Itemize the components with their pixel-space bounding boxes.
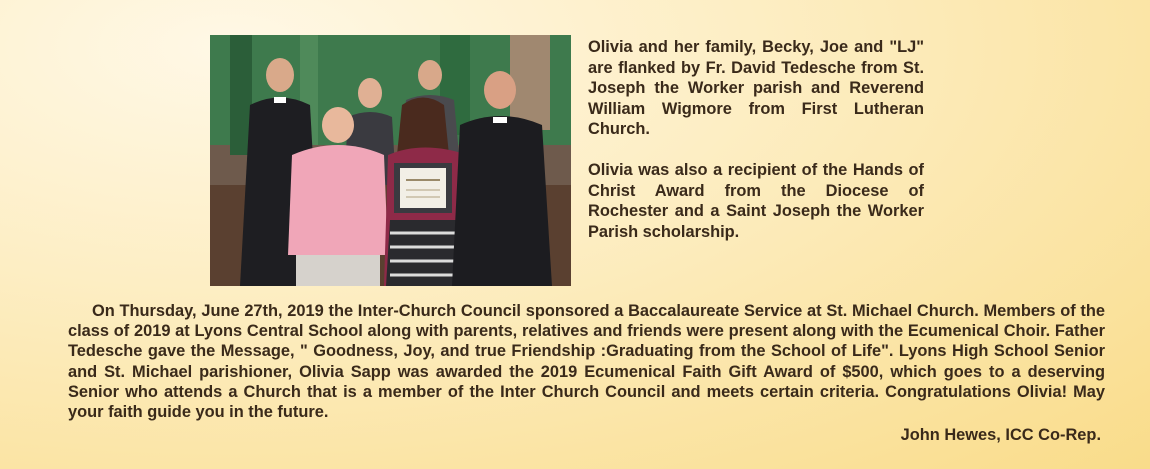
photo-caption [588,37,924,242]
caption-paragraph-family: Olivia and her family, Becky, Joe and "LJ" are flanked by Fr. David Tedesche from St. Joseph the Worker parish and Reverend William Wigmore from First Lutheran Church. [588,38,924,138]
article-body [68,301,1105,422]
caption-paragraph-award: Olivia was also a recipient of the Hands of Christ Award from the Diocese of Rochester and a Saint Joseph the Worker Parish scholarship. [588,161,924,241]
group-photo [210,35,571,286]
group-photo-illustration [210,35,571,286]
article-signature: John Hewes, ICC Co-Rep. [900,426,1101,444]
article-paragraph: On Thursday, June 27th, 2019 the Inter-Church Council sponsored a Baccalaureate Service at St. Michael Church. Members of the class of 2019 at Lyons Central School along with parents, relatives and friends were present along with the Ecumenical Choir. Father Tedesche gave the Message, " Goodness, Joy, and true Friendship :Graduating from the School of Life". Lyons High School Senior and St. Michael parishioner, Olivia Sapp was awarded the 2019 Ecumenical Faith Gift Award of $500, which goes to a deserving Senior who attends a Church that is a member of the Inter Church Council and meets certain criteria. Congratulations Olivia! May your faith guide you in the future. [68,302,1105,422]
